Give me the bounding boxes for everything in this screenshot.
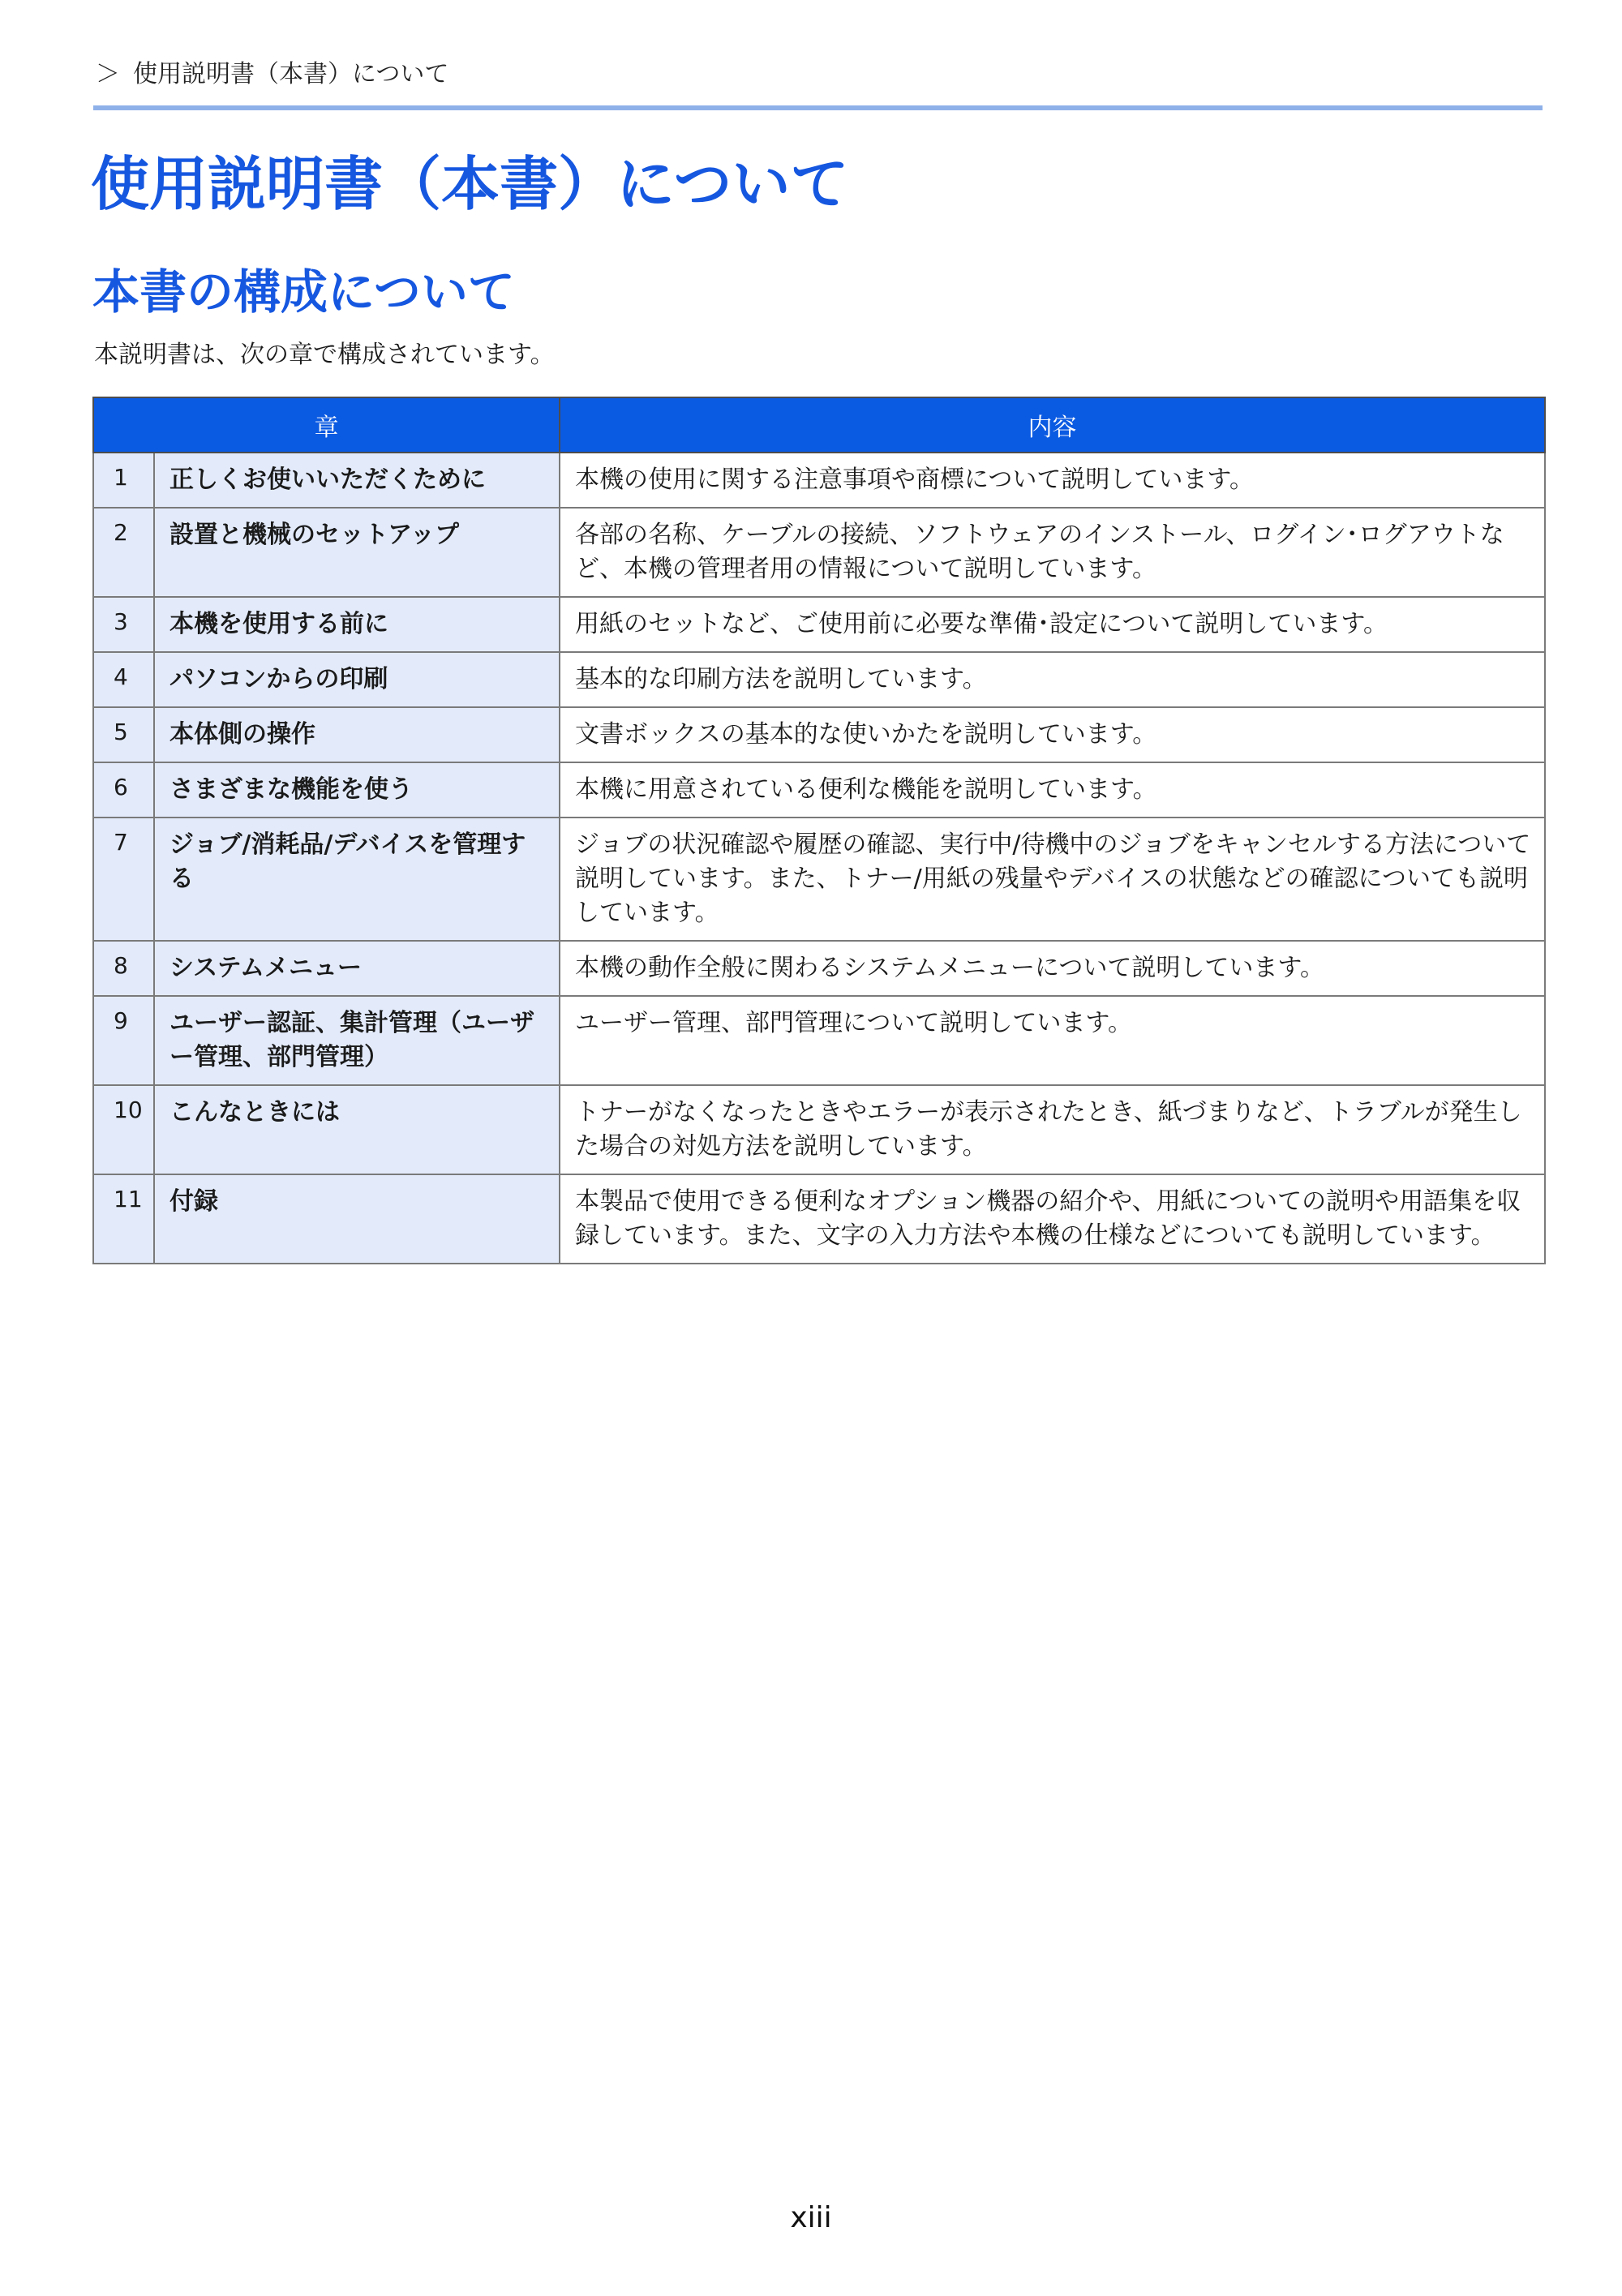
section-title: 本書の構成について: [92, 264, 515, 320]
chapter-title: ユーザー認証、集計管理（ユーザー管理、部門管理）: [154, 996, 560, 1085]
chapter-title: ジョブ/消耗品/デバイスを管理する: [154, 818, 560, 941]
chapter-title: 本体側の操作: [154, 707, 560, 762]
chapter-description: 本機の使用に関する注意事項や商標について説明しています。: [560, 453, 1545, 508]
chapter-number: 6: [93, 762, 154, 818]
column-header-contents: 内容: [560, 397, 1545, 453]
chapter-title: システムメニュー: [154, 941, 560, 996]
table-row: [93, 707, 1545, 762]
chapter-description: 用紙のセットなど、ご使用前に必要な準備･設定について説明しています。: [560, 597, 1545, 652]
chapter-title: こんなときには: [154, 1085, 560, 1174]
header-divider: [93, 105, 1543, 110]
chapter-description: ユーザー管理、部門管理について説明しています。: [560, 996, 1545, 1085]
chapter-description: 基本的な印刷方法を説明しています。: [560, 652, 1545, 707]
breadcrumb: [96, 58, 448, 91]
table-row: [93, 652, 1545, 707]
table-row: [93, 941, 1545, 996]
chapter-number: 2: [93, 508, 154, 597]
chapter-number: 5: [93, 707, 154, 762]
chapter-number: 8: [93, 941, 154, 996]
chapter-title: 正しくお使いいただくために: [154, 453, 560, 508]
table-row: [93, 1085, 1545, 1174]
chevron-right-icon: ＞: [96, 60, 120, 88]
chapter-number: 4: [93, 652, 154, 707]
chapter-table: [92, 397, 1546, 1264]
section-intro: 本説明書は、次の章で構成されています。: [94, 341, 555, 369]
chapter-title: さまざまな機能を使う: [154, 762, 560, 818]
breadcrumb-text: 使用説明書（本書）について: [133, 60, 449, 88]
chapter-description: 文書ボックスの基本的な使いかたを説明しています。: [560, 707, 1545, 762]
chapter-description: トナーがなくなったときやエラーが表示されたとき、紙づまりなど、トラブルが発生した場合の対処方法を説明しています。: [560, 1085, 1545, 1174]
table-row: [93, 818, 1545, 941]
page-number: xiii: [790, 2201, 832, 2234]
chapter-number: 10: [93, 1085, 154, 1174]
column-header-chapter: 章: [93, 397, 560, 453]
table-row: [93, 762, 1545, 818]
chapter-title: 設置と機械のセットアップ: [154, 508, 560, 597]
chapter-number: 11: [93, 1174, 154, 1264]
table-row: [93, 1174, 1545, 1264]
table-header-row: [93, 397, 1545, 453]
chapter-number: 9: [93, 996, 154, 1085]
chapter-description: ジョブの状況確認や履歴の確認、実行中/待機中のジョブをキャンセルする方法について説明しています。また、トナー/用紙の残量やデバイスの状態などの確認についても説明しています。: [560, 818, 1545, 941]
chapter-description: 本機に用意されている便利な機能を説明しています。: [560, 762, 1545, 818]
table-row: [93, 508, 1545, 597]
table-row: [93, 597, 1545, 652]
page-title: 使用説明書（本書）について: [91, 150, 849, 218]
table-row: [93, 996, 1545, 1085]
table-row: [93, 453, 1545, 508]
chapter-title: 本機を使用する前に: [154, 597, 560, 652]
chapter-title: 付録: [154, 1174, 560, 1264]
chapter-number: 3: [93, 597, 154, 652]
chapter-description: 本製品で使用できる便利なオプション機器の紹介や、用紙についての説明や用語集を収録しています。また、文字の入力方法や本機の仕様などについても説明しています。: [560, 1174, 1545, 1264]
chapter-number: 1: [93, 453, 154, 508]
chapter-title: パソコンからの印刷: [154, 652, 560, 707]
chapter-description: 各部の名称、ケーブルの接続、ソフトウェアのインストール、ログイン･ログアウトなど、本機の管理者用の情報について説明しています。: [560, 508, 1545, 597]
chapter-number: 7: [93, 818, 154, 941]
chapter-description: 本機の動作全般に関わるシステムメニューについて説明しています。: [560, 941, 1545, 996]
